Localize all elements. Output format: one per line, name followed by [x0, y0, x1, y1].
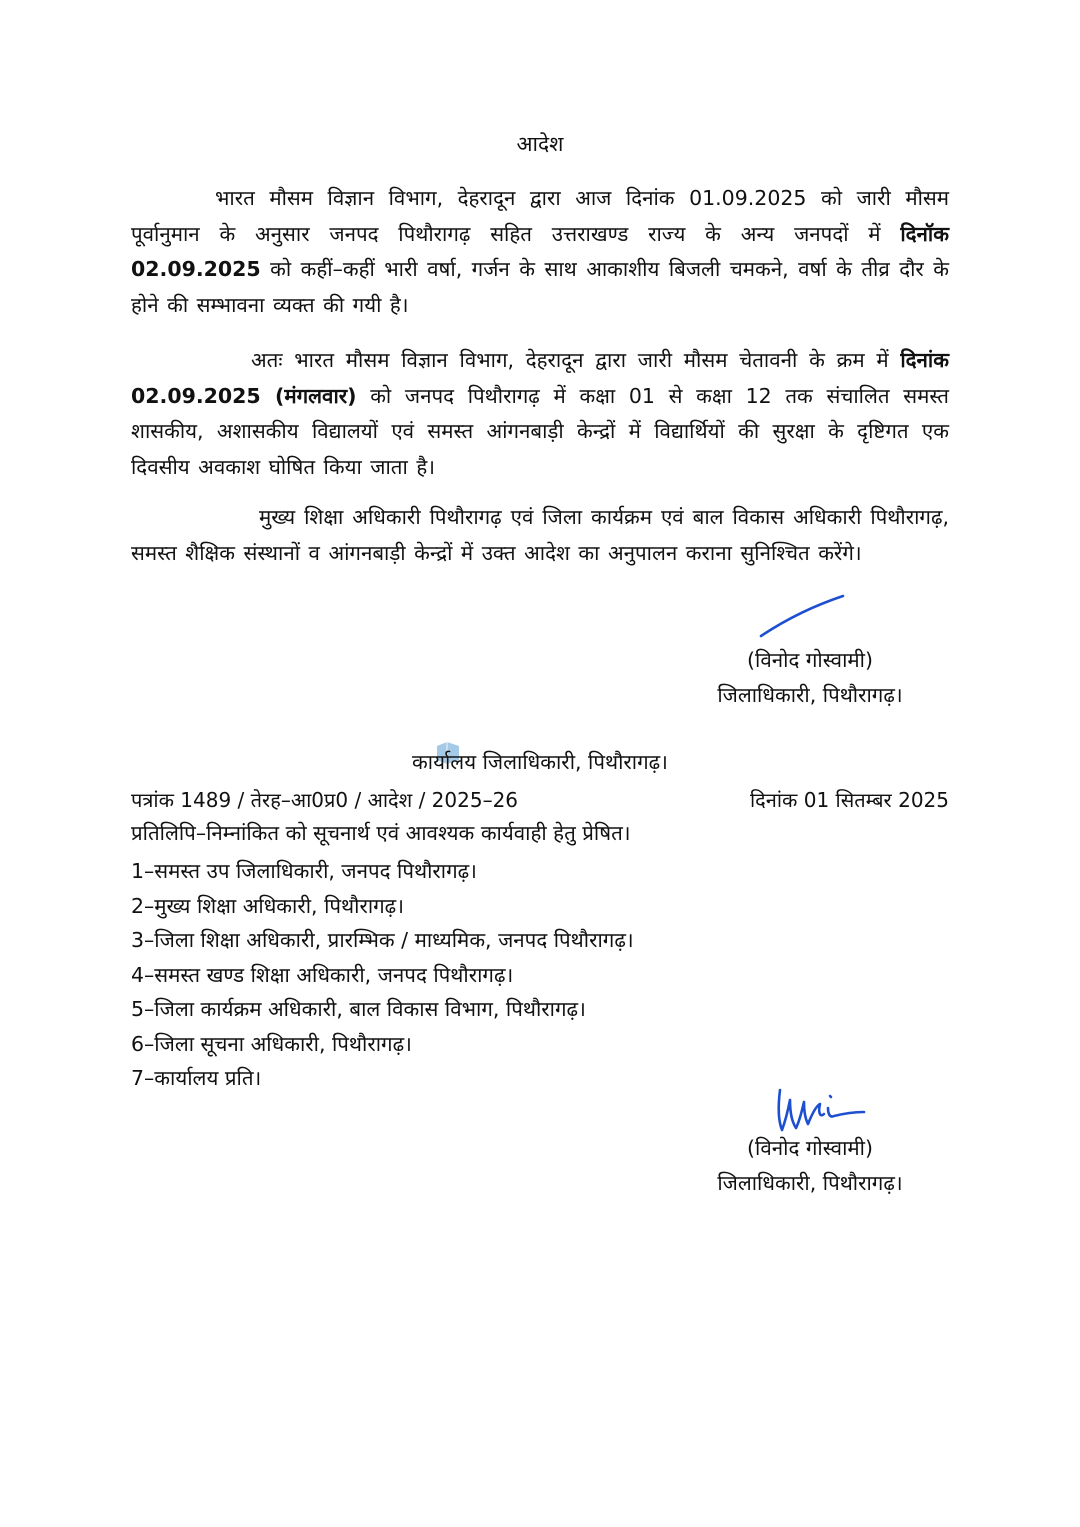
office-heading: कार्यालय जिलाधिकारी, पिथौरागढ़। — [412, 750, 668, 774]
signatory-designation: जिलाधिकारी, पिथौरागढ़। — [717, 683, 903, 707]
list-item: 7–कार्यालय प्रति। — [131, 1066, 262, 1090]
signature-mark — [755, 592, 850, 642]
list-item: 5–जिला कार्यक्रम अधिकारी, बाल विकास विभाग, पिथौरागढ़। — [131, 997, 586, 1021]
signatory-name: (विनोद गोस्वामी) — [747, 1136, 873, 1160]
list-item: 3–जिला शिक्षा अधिकारी, प्रारम्भिक / माध्यमिक, जनपद पिथौरागढ़। — [131, 928, 634, 952]
distribution-list — [131, 854, 634, 1096]
letter-number: पत्रांक 1489 / तेरह–आ0प्र0 / आदेश / 2025–26 — [131, 788, 519, 812]
list-item: 6–जिला सूचना अधिकारी, पिथौरागढ़। — [131, 1031, 412, 1056]
order-paragraph-1 — [131, 181, 949, 323]
order-paragraph-2 — [131, 343, 949, 485]
highlighted-date: दिनांक 02.09.2025 (मंगलवार) — [131, 348, 949, 408]
list-item: 2–मुख्य शिक्षा अधिकारी, पिथौरागढ़। — [131, 893, 404, 918]
paragraph-text: को जनपद पिथौरागढ़ में कक्षा 01 से कक्षा 12 तक संचालित समस्त शासकीय, अशासकीय विद्यालयों एवं समस्त आंगनबाड़ी केन्द्रों में विद्यार्थियों की सुरक्षा के दृष्टिगत एक दिवसीय अवकाश घोषित किया जाता है। — [131, 383, 949, 479]
letter-date: दिनांक 01 सितम्बर 2025 — [749, 788, 949, 812]
signature-mark — [772, 1084, 872, 1136]
list-item: 1–समस्त उप जिलाधिकारी, जनपद पिथौरागढ़। — [131, 859, 477, 883]
highlighted-date: दिनॉक 02.09.2025 — [131, 221, 949, 281]
list-item: 4–समस्त खण्ड शिक्षा अधिकारी, जनपद पिथौरागढ़। — [131, 962, 514, 987]
signatory-block — [660, 643, 960, 713]
signatory-designation: जिलाधिकारी, पिथौरागढ़। — [717, 1171, 903, 1195]
paragraph-text: भारत मौसम विज्ञान विभाग, देहरादून द्वारा आज दिनांक 01.09.2025 को जारी मौसम पूर्वानुमान के अनुसार जनपद पिथौरागढ़ सहित उत्तराखण्ड राज्य के अन्य जनपदों में — [131, 186, 949, 246]
copy-signatory-block — [660, 1131, 960, 1201]
paragraph-text: अतः भारत मौसम विज्ञान विभाग, देहरादून द्वारा जारी मौसम चेतावनी के क्रम में — [251, 348, 901, 372]
signatory-name: (विनोद गोस्वामी) — [747, 648, 873, 672]
order-paragraph-3: मुख्य शिक्षा अधिकारी पिथौरागढ़ एवं जिला कार्यक्रम एवं बाल विकास अधिकारी पिथौरागढ़, समस्त शैक्षिक संस्थानों व आंगनबाड़ी केन्द्रों में उक्त आदेश का अनुपालन कराना सुनिश्चित करेंगे। — [131, 505, 949, 565]
order-title: आदेश — [516, 132, 564, 156]
paragraph-text: को कहीं–कहीं भारी वर्षा, गर्जन के साथ आकाशीय बिजली चमकने, वर्षा के तीव्र दौर के होने की सम्भावना व्यक्त की गयी है। — [131, 257, 949, 317]
copy-intro: प्रतिलिपि–निम्नांकित को सूचनार्थ एवं आवश्यक कार्यवाही हेतु प्रेषित। — [131, 821, 631, 845]
